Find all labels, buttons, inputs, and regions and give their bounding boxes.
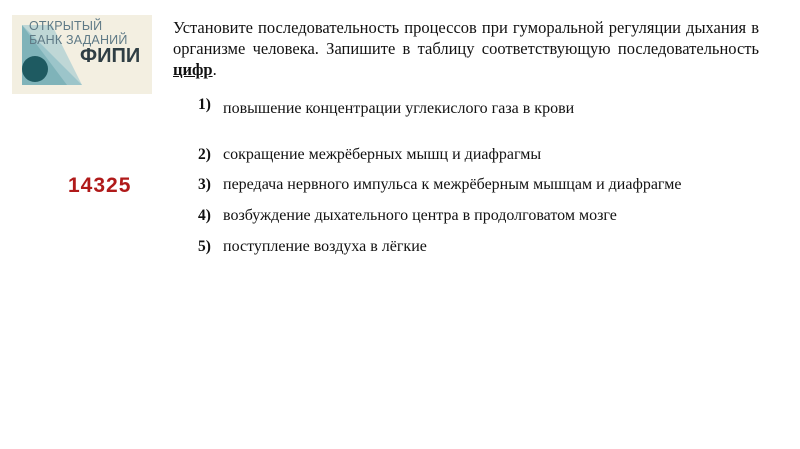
logo-circle bbox=[22, 56, 48, 82]
option-text: поступление воздуха в лёгкие bbox=[223, 238, 427, 255]
logo-text-line2: БАНК ЗАДАНИЙ bbox=[29, 33, 128, 47]
question-end: . bbox=[212, 60, 217, 79]
logo-text-line1: ОТКРЫТЫЙ bbox=[29, 19, 103, 33]
option-text: сокращение межрёберных мышц и диафрагмы bbox=[223, 146, 542, 163]
option-number: 4) bbox=[198, 207, 211, 224]
question-main: Установите последовательность процессов при гуморальной регуляции дыхания в организме человека. Запишите в таблицу соответствующую последовательность bbox=[173, 18, 759, 58]
option-text: передача нервного импульса к межрёберным мышцам и диафрагме bbox=[223, 176, 682, 193]
option-number: 5) bbox=[198, 238, 211, 255]
answer-value: 14325 bbox=[68, 174, 132, 197]
option-number: 2) bbox=[198, 146, 211, 163]
option-number: 3) bbox=[198, 176, 211, 193]
option-text: повышение концентрации углекислого газа в крови bbox=[223, 100, 575, 117]
fipi-logo bbox=[12, 15, 152, 94]
option-number: 1) bbox=[198, 96, 211, 113]
question-emphasis: цифр bbox=[173, 60, 213, 79]
option-text: возбуждение дыхательного центра в продолговатом мозге bbox=[223, 207, 617, 224]
logo-text-fipi: ФИПИ bbox=[80, 45, 141, 67]
question-text bbox=[173, 17, 759, 80]
